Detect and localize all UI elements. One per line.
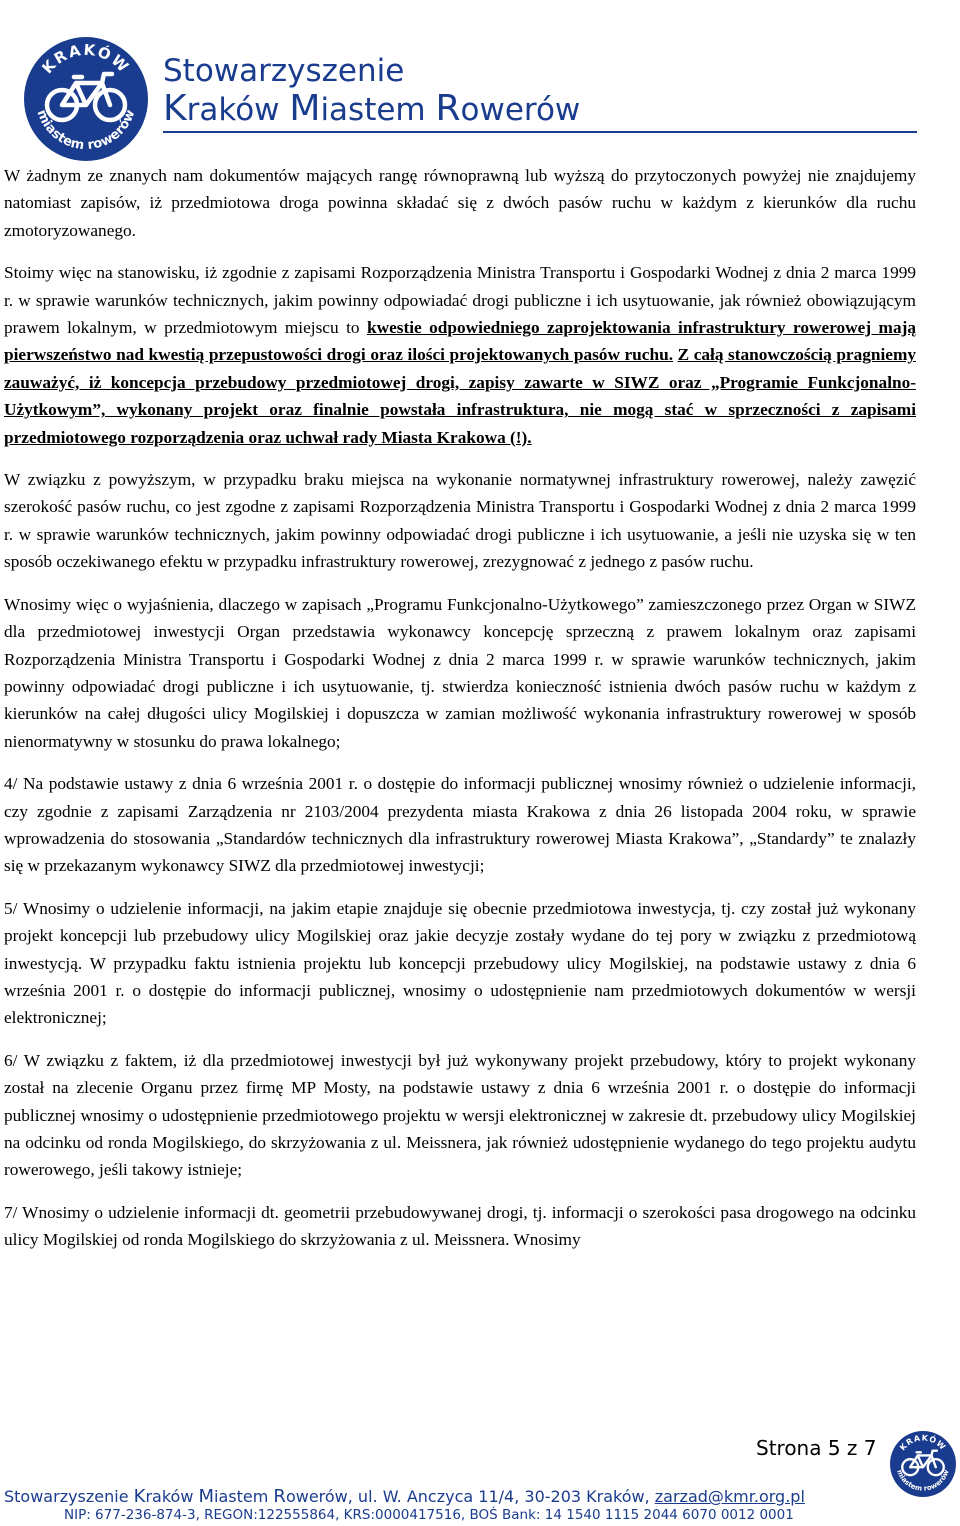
svg-text:miastem rowerów: miastem rowerów: [33, 107, 139, 154]
organization-title: [163, 52, 580, 129]
paragraph: 4/ Na podstawie ustawy z dnia 6 września 2001 r. o dostępie do informacji publicznej wnosimy również o udzielenie informacji, czy zgodnie z zapisami Zarządzenia nr 2103/2004 prezydenta miasta Krakowa z dnia 26 listopada 2004 roku, w sprawie wprowadzenia do stosowania „Standardów technicznych dla infrastruktury rowerowej Miasta Krakowa”, „Standardy” te znalazły się w przekazanym wykonawcy SIWZ dla przedmiotowej inwestycji;: [4, 774, 916, 876]
bicycle-logo-small-icon: [890, 1431, 956, 1497]
org-title-line2: Kraków Miastem Rowerów: [163, 88, 581, 129]
paragraph: 7/ Wnosimy o udzielenie informacji dt. geometrii przebudowywanej drogi, tj. informacji o szerokości pasa drogowego na odcinku ulicy Mogilskiej od ronda Mogilskiego do skrzyżowania z ul. Meissnera. Wnosimy: [4, 1202, 916, 1250]
document-body: [4, 162, 916, 1269]
org-title-line1: Stowarzyszenie: [163, 53, 405, 89]
paragraph: 5/ Wnosimy o udzielenie informacji, na jakim etapie znajduje się obecnie przedmiotowa inwestycja, tj. czy został już wykonany projekt koncepcji lub przebudowy ulicy Mogilskiej oraz jakie decyzje zostały wydane do tej pory w związku z przedmiotową inwestycją. W przypadku faktu istnienia projektu lub koncepcji przebudowy ulicy Mogilskiej, na podstawie ustawy z dnia 6 września 2001 r. o dostępie do informacji publicznej, wnosimy o udostępnienie nam przedmiotowych dokumentów w wersji elektronicznej;: [4, 898, 916, 1028]
footer-address: Stowarzyszenie Kraków Miastem Rowerów, ul. W. Anczyca 11/4, 30-203 Kraków, zarzad@kmr.org.pl: [4, 1486, 805, 1507]
page-header: [0, 0, 960, 160]
paragraph: Stoimy więc na stanowisku, iż zgodnie z zapisami Rozporządzenia Ministra Transportu i Gospodarki Wodnej z dnia 2 marca 1999 r. w sprawie warunków technicznych, jakim powinny odpowiadać drogi publiczne i ich usytuowanie, jak również obowiązującym prawem lokalnym, w przedmiotowym miejscu to kwestie odpowiedniego zaprojektowania infrastruktury rowerowej mają pierwszeństwo nad kwestią przepustowości drogi oraz ilości projektowanych pasów ruchu. Z całą stanowczością pragniemy zauważyć, iż koncepcja przebudowy przedmiotowej drogi, zapisy zawarte w SIWZ oraz „Programie Funkcjonalno-Użytkowym”, wykonany projekt oraz finalnie powstała infrastruktura, nie mogą stać w sprzeczności z zapisami przedmiotowego rozporządzenia oraz uchwał rady Miasta Krakowa (!).: [4, 263, 916, 447]
paragraph: W żadnym ze znanych nam dokumentów mających rangę równoprawną lub wyższą do przytoczonych powyżej nie znajdujemy natomiast zapisów, iż przedmiotowa droga powinna składać się z dwóch pasów ruchu w każdym z kierunków dla ruchu zmotoryzowanego.: [4, 166, 916, 240]
emphasized-text: kwestie odpowiedniego zaprojektowania infrastruktury rowerowej mają pierwszeństwo nad kwestią przepustowości drogi oraz ilości projektowanych pasów ruchu.: [4, 318, 916, 365]
page-number: Strona 5 z 7: [756, 1436, 877, 1460]
svg-text:miastem rowerów: miastem rowerów: [895, 1468, 951, 1493]
bicycle-logo-icon: [24, 37, 148, 161]
footer-registration: NIP: 677-236-874-3, REGON:122555864, KRS:0000417516, BOŚ Bank: 14 1540 1115 2044 6070 0012 0001: [64, 1507, 794, 1523]
email-link[interactable]: zarzad@kmr.org.pl: [654, 1487, 805, 1506]
paragraph: W związku z powyższym, w przypadku braku miejsca na wykonanie normatywnej infrastruktury rowerowej, należy zawęzić szerokość pasów ruchu, co jest zgodne z zapisami Rozporządzenia Ministra Transportu i Gospodarki Wodnej z dnia 2 marca 1999 r. w sprawie warunków technicznych, jakim powinny odpowiadać drogi publiczne i ich usytuowanie, a jeśli nie uzyska się w ten sposób oczekiwanego efektu w przypadku infrastruktury rowerowej, zrezygnować z jednego z pasów ruchu.: [4, 470, 916, 572]
svg-text:KRAKÓW: KRAKÓW: [38, 40, 134, 78]
paragraph: Wnosimy więc o wyjaśnienia, dlaczego w zapisach „Programu Funkcjonalno-Użytkowego” zamieszczonego przez Organ w SIWZ dla przedmiotowej inwestycji Organ przedstawia wykonawcy koncepcję sprzeczną z prawem lokalnym oraz zapisami Rozporządzenia Ministra Transportu i Gospodarki Wodnej z dnia 2 marca 1999 r. w sprawie warunków technicznych, jakim powinny odpowiadać drogi publiczne i ich usytuowanie, tj. stwierdza konieczność istnienia dwóch pasów ruchu w każdym z kierunków na całej długości ulicy Mogilskiej i dopuszcza w zamian możliwość wykonania infrastruktury rowerowej w sposób nienormatywny w stosunku do prawa lokalnego;: [4, 594, 916, 751]
emphasized-text: Z całą stanowczością pragniemy zauważyć, iż koncepcja przebudowy przedmiotowej drogi, zapisy zawarte w SIWZ oraz „Programie Funkcjonalno-Użytkowym”, wykonany projekt oraz finalnie powstała infrastruktura, nie mogą stać w sprzeczności z zapisami przedmiotowego rozporządzenia oraz uchwał rady Miasta Krakowa (!).: [4, 345, 916, 447]
paragraph: 6/ W związku z faktem, iż dla przedmiotowej inwestycji był już wykonywany projekt przebudowy, który to projekt wykonany został na zlecenie Organu przez firmę MP Mosty, na podstawie ustawy z dnia 6 września 2001 r. o dostępie do informacji publicznej wnosimy o udostępnienie przedmiotowego projektu w wersji elektronicznej w zakresie dt. przebudowy ulicy Mogilskiej na odcinku od ronda Mogilskiego, do skrzyżowania z ul. Meissnera, jak również udostępnienie wydanego do tego projektu audytu rowerowego, jeśli takowy istnieje;: [4, 1050, 916, 1180]
svg-text:KRAKÓW: KRAKÓW: [898, 1433, 948, 1453]
header-divider: [163, 131, 917, 133]
